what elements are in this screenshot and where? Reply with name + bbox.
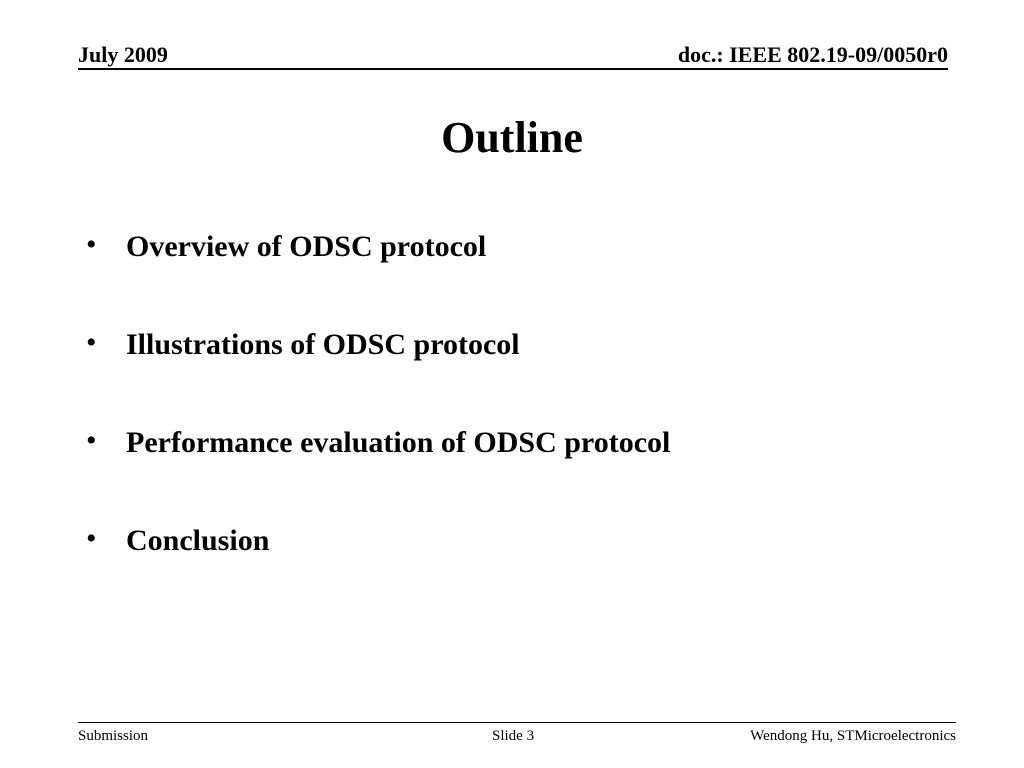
bullet-icon: • xyxy=(86,424,97,457)
slide-header xyxy=(78,40,948,70)
bullet-icon: • xyxy=(86,228,97,261)
footer-submission: Submission xyxy=(78,728,149,744)
bullet-icon: • xyxy=(86,326,97,359)
footer-slide-number: Slide 3 xyxy=(492,728,535,744)
header-date: July 2009 xyxy=(78,42,168,67)
slide-footer xyxy=(78,722,956,749)
header-doc-id: doc.: IEEE 802.19-09/0050r0 xyxy=(677,42,948,67)
bullet-text: Overview of ODSC protocol xyxy=(126,230,487,263)
bullet-text: Conclusion xyxy=(126,524,270,557)
slide-title: Outline xyxy=(441,113,583,162)
footer-author: Wendong Hu, STMicroelectronics xyxy=(750,728,956,744)
bullet-text: Performance evaluation of ODSC protocol xyxy=(126,426,671,459)
bullet-text: Illustrations of ODSC protocol xyxy=(126,328,520,361)
bullet-icon: • xyxy=(86,522,97,555)
